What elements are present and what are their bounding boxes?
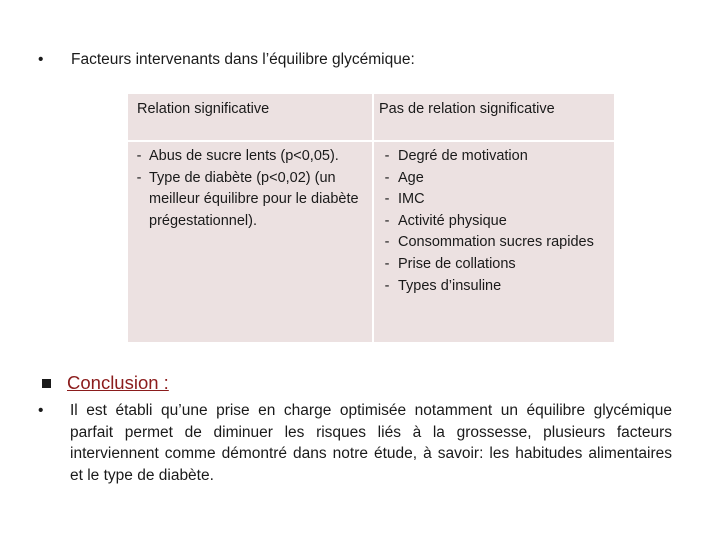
dash: -: [384, 277, 390, 294]
significant-list: [128, 146, 372, 232]
item-text: Type de diabète (p<0,02) (un meilleur équilibre pour le diabète prégestationnel).: [149, 169, 359, 229]
dash: -: [384, 255, 390, 272]
dash: -: [384, 191, 390, 208]
item-text: Degré de motivation: [398, 148, 528, 164]
list-item: [376, 189, 612, 211]
item-text: Age: [398, 169, 424, 186]
intro-text: Facteurs intervenants dans l’équilibre glycémique:: [71, 51, 415, 68]
not-significant-list: [376, 146, 612, 297]
item-text: Types d’insuline: [398, 277, 502, 294]
table-header-divider: [128, 140, 614, 142]
factors-table: [128, 94, 614, 342]
item-text: Abus de sucre lents (p<0,05).: [149, 148, 339, 164]
item-text: Consommation sucres rapides: [398, 234, 594, 251]
list-item: [376, 146, 612, 168]
list-item: [128, 168, 372, 233]
dash: -: [384, 169, 390, 186]
item-text: IMC: [398, 191, 425, 208]
list-item: [376, 232, 612, 254]
dash: -: [384, 148, 390, 164]
list-item: [376, 211, 612, 233]
dash: -: [384, 234, 390, 251]
header-significant: Relation significative: [137, 101, 270, 117]
list-item: [376, 168, 612, 190]
dash: -: [136, 148, 142, 164]
bullet-dot: •: [38, 51, 44, 68]
dash: -: [136, 169, 142, 186]
table-column-divider: [372, 94, 374, 342]
conclusion-paragraph: [38, 400, 672, 486]
header-not-significant: Pas de relation significative: [379, 101, 555, 117]
item-text: Prise de collations: [398, 255, 516, 272]
item-text: Activité physique: [398, 212, 507, 229]
list-item: [376, 276, 612, 298]
square-bullet-icon: [42, 379, 51, 388]
conclusion-text: Il est établi qu’une prise en charge optimisée notamment un équilibre glycémique parfait permet de diminuer les risques liés à la grossesse, plusieurs facteurs interviennent comme démontré dans notre étude, à savoir: les habitudes alimentaires et le type de diabète.: [70, 402, 672, 484]
intro-bullet: [38, 50, 688, 70]
bullet-dot: •: [38, 402, 44, 419]
list-item: [376, 254, 612, 276]
dash: -: [384, 212, 390, 229]
list-item: [128, 146, 372, 168]
conclusion-heading: [42, 372, 169, 394]
conclusion-title: Conclusion :: [67, 372, 169, 393]
